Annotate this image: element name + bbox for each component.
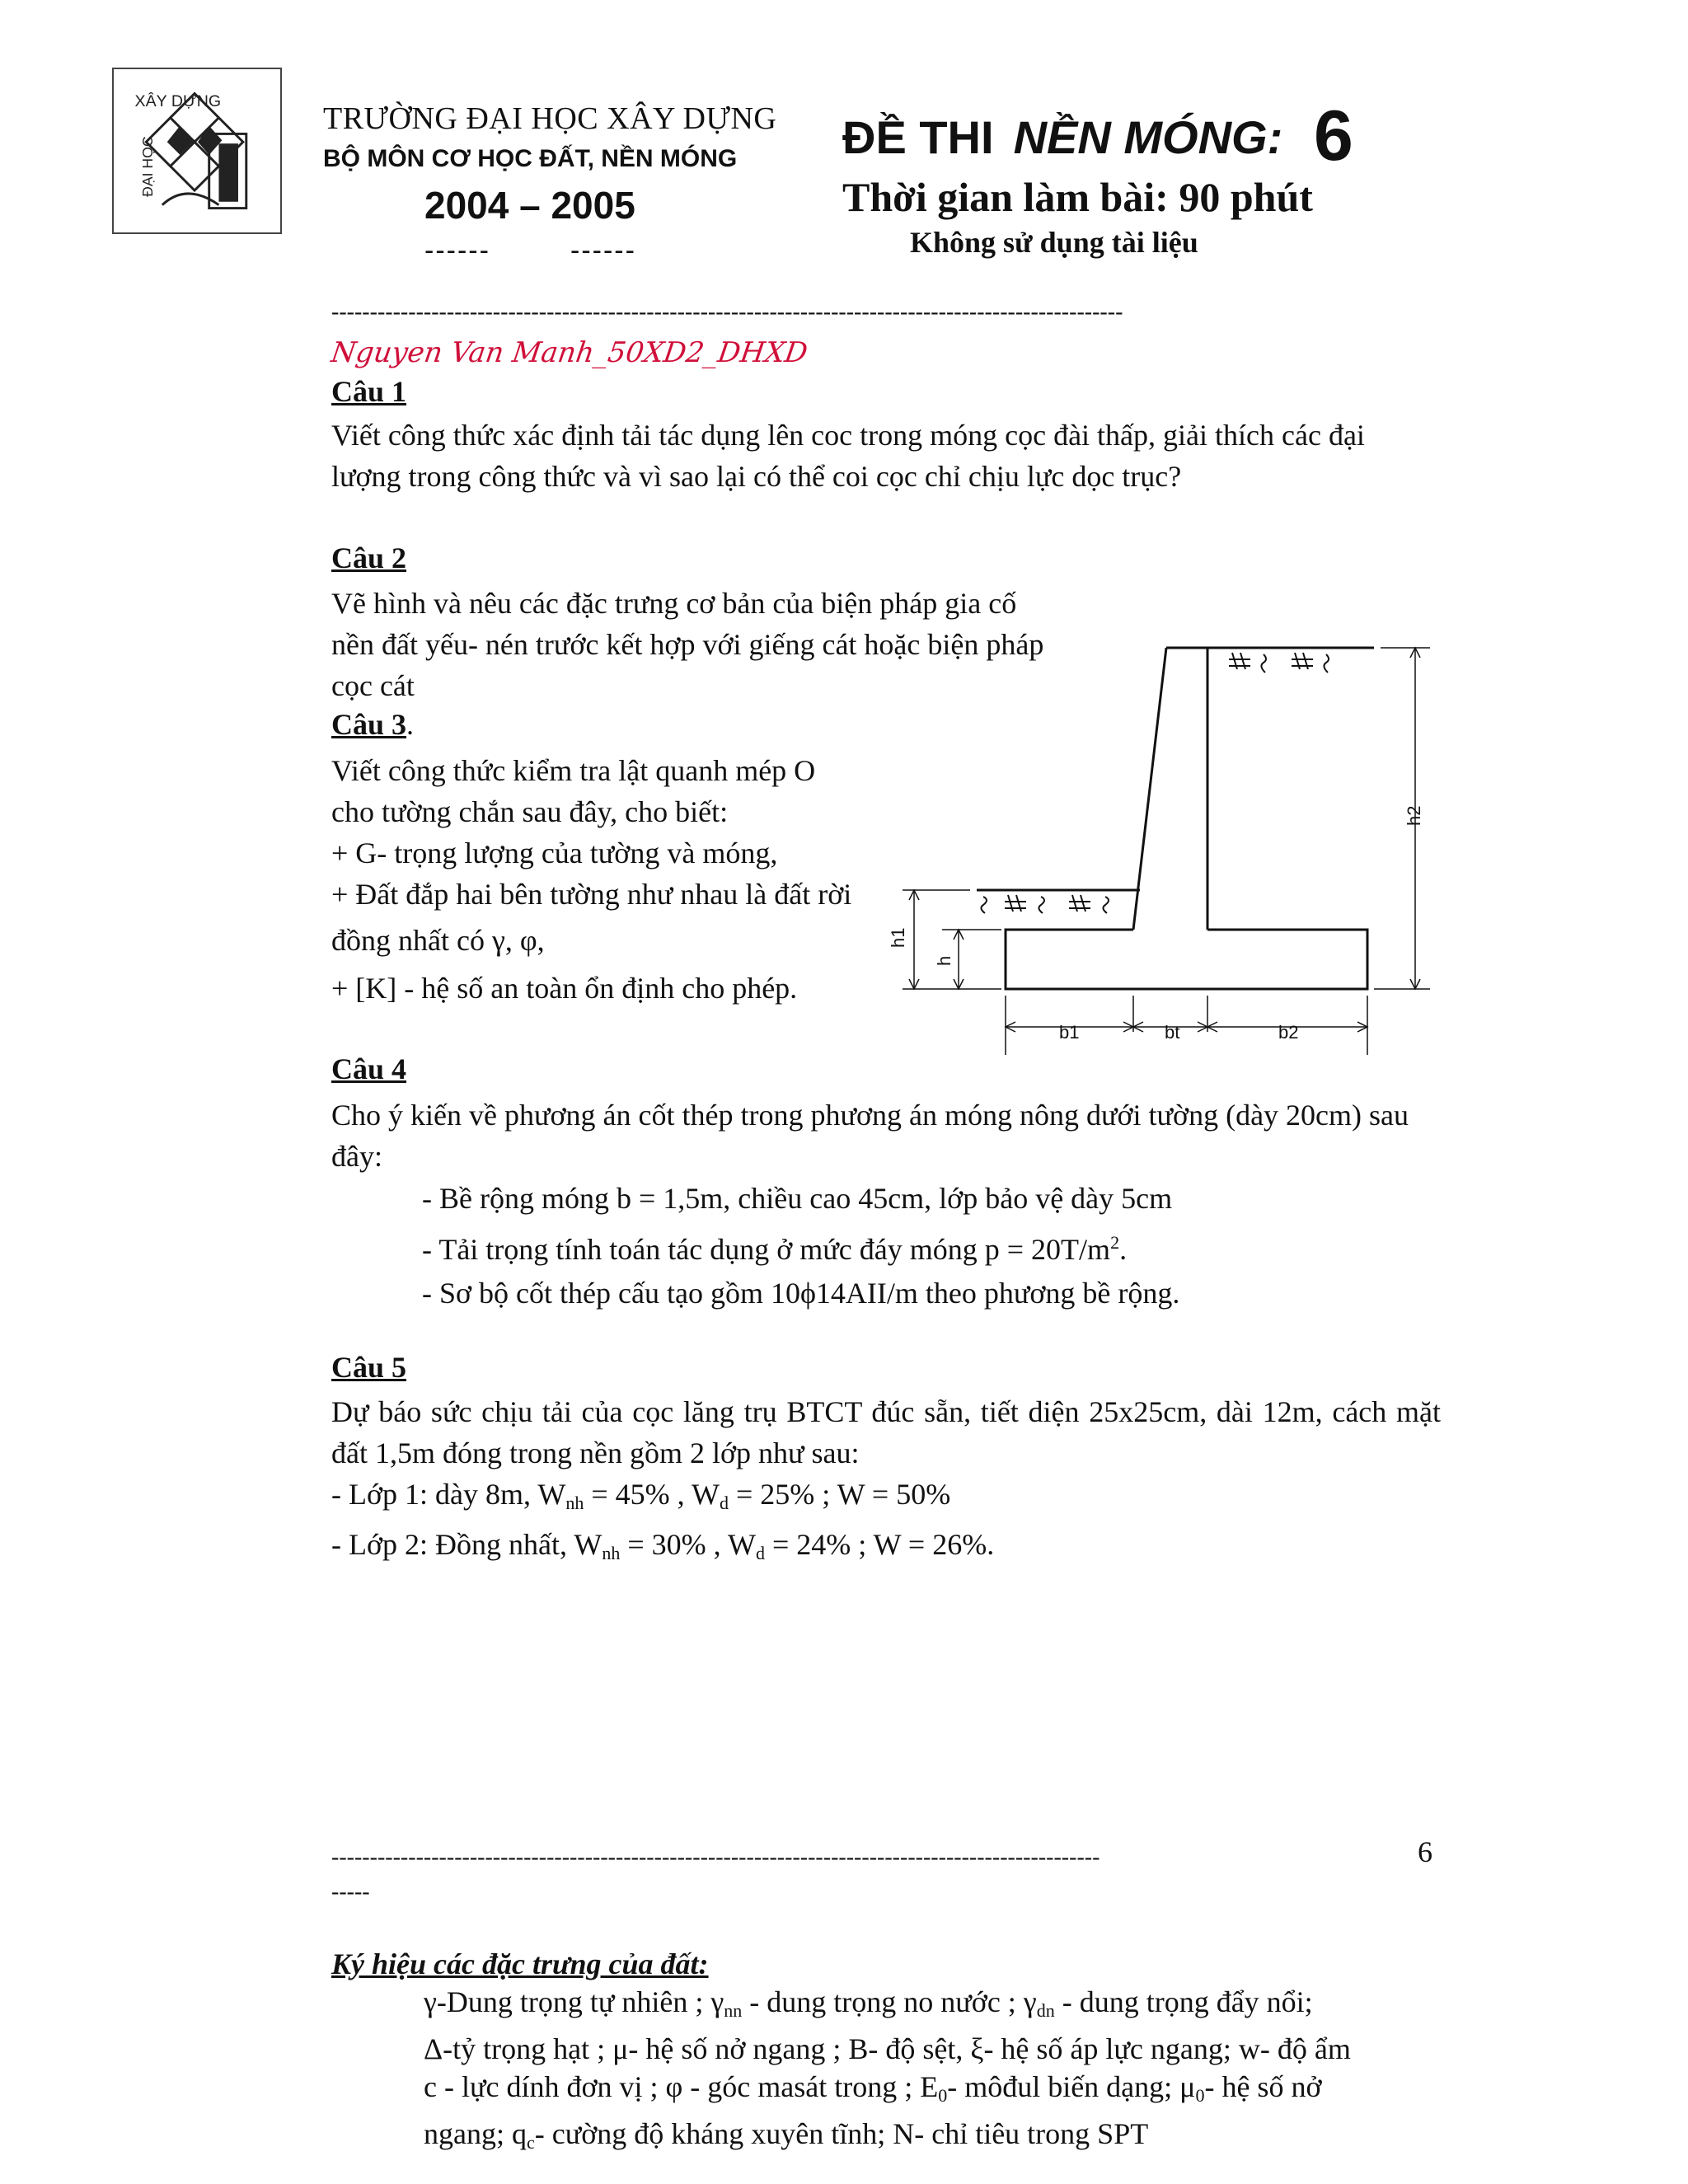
header-dash-right: ------ bbox=[570, 235, 636, 266]
no-documents-note: Không sử dụng tài liệu bbox=[910, 226, 1198, 259]
label-b2: b2 bbox=[1278, 1022, 1299, 1043]
question-2-heading: Câu 2 bbox=[331, 541, 407, 574]
question-4-list bbox=[422, 1177, 1179, 1315]
divider-bottom-continued: ----- bbox=[331, 1879, 370, 1905]
divider-bottom: ---------------------------------------------------------------------------------------------------- bbox=[331, 1844, 1100, 1870]
question-5-text: Dự báo sức chịu tải của cọc lăng trụ BTCT đúc sẵn, tiết diện 25x25cm, dài 12m, cách mặt đất 1,5m đóng trong nền gồm 2 lớp như sau: bbox=[331, 1395, 1441, 1469]
question-1-text: Viết công thức xác định tải tác dụng lên coc trong móng cọc đài thấp, giải thích các đại lượng trong công thức và vì sao lại có thể coi cọc chỉ chịu lực dọc trục? bbox=[331, 419, 1365, 493]
label-bt: bt bbox=[1165, 1022, 1180, 1043]
question-3-label: Câu 3 bbox=[331, 708, 407, 741]
department-name: BỘ MÔN CƠ HỌC ĐẤT, NỀN MÓNG bbox=[323, 145, 738, 172]
header-dash-left: ------ bbox=[424, 235, 490, 266]
list-item: - Sơ bộ cốt thép cấu tạo gồm 10ϕ14AII/m theo phương bề rộng. bbox=[422, 1277, 1180, 1310]
school-name: TRƯỜNG ĐẠI HỌC XÂY DỰNG bbox=[323, 101, 777, 136]
exam-title bbox=[842, 110, 1282, 164]
question-3-line: + Đất đắp hai bên tường như nhau là đất rời bbox=[331, 878, 852, 911]
question-5-heading: Câu 5 bbox=[331, 1351, 407, 1384]
soil-hatch-front bbox=[981, 895, 1109, 913]
label-h: h bbox=[934, 955, 954, 966]
soil-hatch-top bbox=[1229, 653, 1329, 673]
question-3-text bbox=[331, 750, 908, 1009]
symbols-line: ngang; $q_c-$ cường độ kháng xuyên tĩnh; N- chỉ tiêu trong SPT bbox=[424, 2117, 1149, 2153]
label-h1: h1 bbox=[888, 927, 908, 948]
soil-layer-2: - Lớp 2: Đồng nhất, $W_{nh} = 30\%$ , $W_d = 24\%$ ; W = 26%. bbox=[331, 1528, 995, 1563]
wall-front-face bbox=[1133, 648, 1166, 930]
list-item-text: - Tải trọng tính toán tác dụng ở mức đáy móng p = 20T/m bbox=[422, 1233, 1111, 1266]
logo-text-top: XÂY DỰNG bbox=[134, 92, 222, 111]
symbols-line: γ-Dung trọng tự nhiên ; $\gamma_{nn}$ - dung trọng no nước ; $\gamma_{dn}$ - dung trọng đẩy nổi; bbox=[424, 1985, 1313, 2021]
academic-year: 2004 – 2005 bbox=[424, 184, 635, 227]
symbols-line: Δ-tỷ trọng hạt ; μ- hệ số nở ngang ; B- độ sệt, ξ- hệ số áp lực ngang; w- độ ẩm bbox=[424, 2032, 1351, 2065]
question-3-line: Viết công thức kiểm tra lật quanh mép O bbox=[331, 754, 816, 787]
footing-outline bbox=[1006, 930, 1367, 989]
label-b1: b1 bbox=[1059, 1022, 1080, 1043]
university-logo bbox=[112, 68, 282, 234]
exam-subject: NỀN MÓNG: bbox=[1013, 111, 1283, 163]
list-item: - Bề rộng móng b = 1,5m, chiều cao 45cm, lớp bảo vệ dày 5cm bbox=[422, 1182, 1173, 1215]
question-3-line: + G- trọng lượng của tường và móng, bbox=[331, 837, 778, 869]
soil-layer-1: - Lớp 1: dày 8m, $W_{nh} = 45\%$ , $W_d = 25\%$ ; W = 50% bbox=[331, 1478, 951, 1513]
question-4-text: Cho ý kiến về phương án cốt thép trong phương án móng nông dưới tường (dày 20cm) sau đây: bbox=[331, 1099, 1409, 1173]
label-h2: h2 bbox=[1404, 805, 1424, 826]
question-3-line: + [K] - hệ số an toàn ổn định cho phép. bbox=[331, 972, 798, 1005]
question-4-heading: Câu 4 bbox=[331, 1052, 407, 1085]
symbols-heading: Ký hiệu các đặc trưng của đất: bbox=[331, 1947, 709, 1980]
superscript: 2 bbox=[1110, 1232, 1120, 1253]
question-3-line: đồng nhất có γ, φ, bbox=[331, 924, 545, 957]
exam-time: Thời gian làm bài: 90 phút bbox=[842, 174, 1313, 220]
divider-top: ------------------------------------------------------------------------------------------------------- bbox=[331, 299, 1123, 325]
exam-prefix: ĐỀ THI bbox=[842, 111, 994, 163]
list-item bbox=[422, 1221, 1179, 1272]
question-1-heading: Câu 1 bbox=[331, 375, 407, 408]
question-2-text: Vẽ hình và nêu các đặc trưng cơ bản của biện pháp gia cố nền đất yếu- nén trước kết hợp với giếng cát hoặc biện pháp cọc cát bbox=[331, 587, 1044, 702]
question-3-heading: Câu 3. bbox=[331, 708, 415, 741]
retaining-wall-diagram bbox=[886, 635, 1455, 1063]
symbols-line: c - lực dính đơn vị ; φ - góc masát trong ; $E_0-$ môđul biến dạng; $\mu_0-$ hệ số nở bbox=[424, 2070, 1322, 2106]
question-3-line: cho tường chắn sau đây, cho biết: bbox=[331, 795, 729, 828]
exam-number: 6 bbox=[1314, 96, 1353, 176]
symbols-legend bbox=[424, 1983, 1454, 2162]
period: . bbox=[1119, 1233, 1128, 1266]
page-number: 6 bbox=[1418, 1835, 1432, 1868]
author-signature: Nguyen Van Manh_50XD2_DHXD bbox=[329, 336, 810, 369]
logo-text-side: ĐẠI HỌC bbox=[139, 136, 157, 197]
soil-layers bbox=[331, 1474, 994, 1574]
